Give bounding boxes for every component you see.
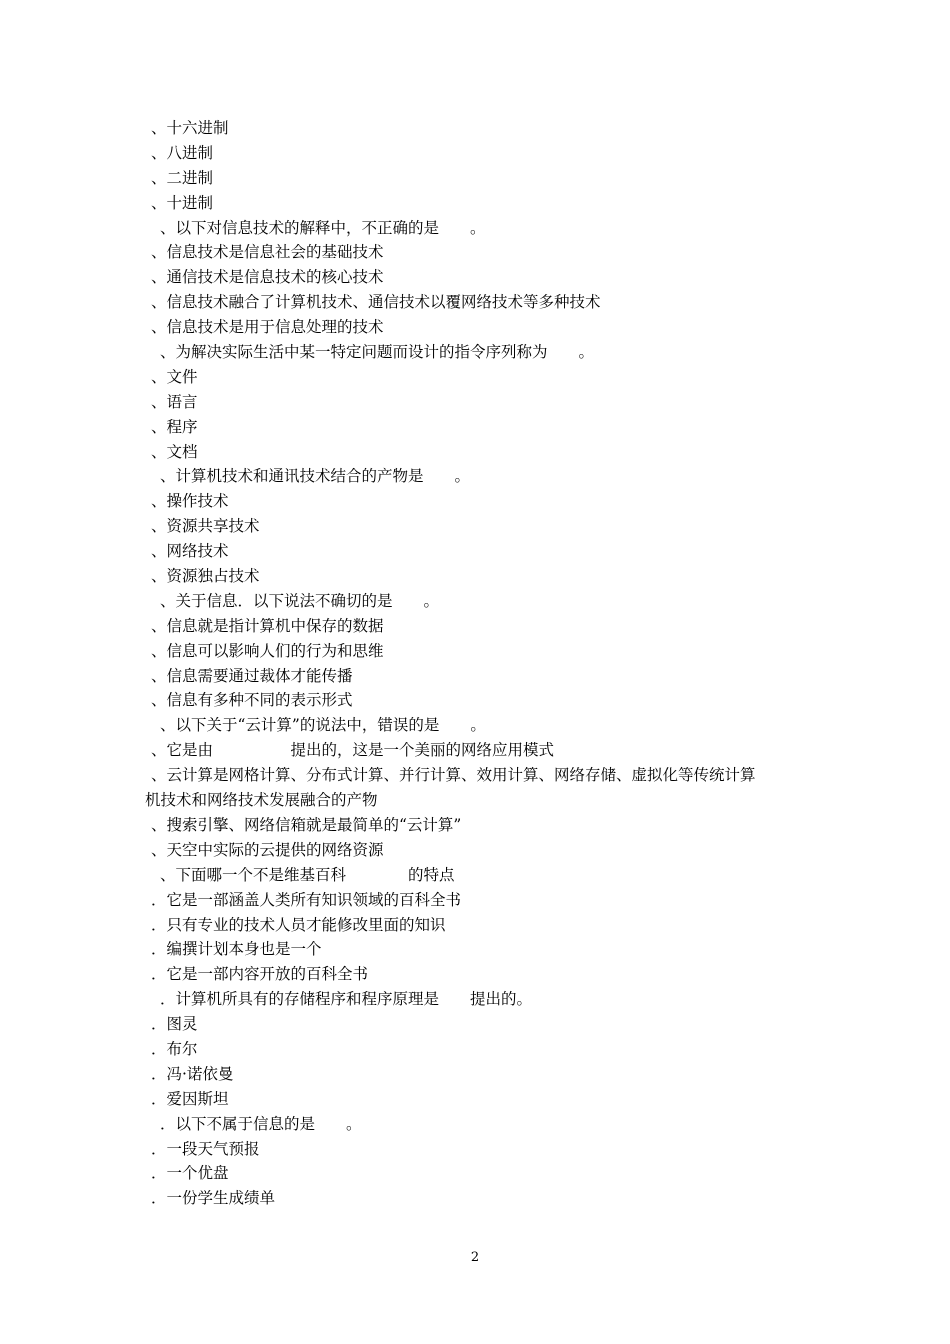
option-line: ．编撰计划本身也是一个 — [151, 940, 322, 959]
option-line: ．一段天气预报 — [151, 1139, 260, 1158]
option-line: ．一份学生成绩单 — [151, 1189, 276, 1208]
option-line: 、信息需要通过裁体才能传播 — [151, 666, 353, 685]
continuation-line: 机技术和网络技术发展融合的产物 — [145, 791, 378, 810]
option-line: 、天空中实际的云提供的网络资源 — [151, 840, 384, 859]
question-line: 、为解决实际生活中某一特定问题而设计的指令序列称为 。 — [160, 343, 595, 362]
option-line: 、语言 — [151, 392, 198, 411]
option-line: 、十进制 — [151, 193, 214, 212]
option-line: 、搜索引擎、网络信箱就是最简单的“云计算” — [151, 815, 462, 834]
option-line: 、资源独占技术 — [151, 567, 260, 586]
option-line: 、网络技术 — [151, 542, 229, 561]
question-line: ．以下不属于信息的是 。 — [160, 1114, 362, 1133]
question-line: 、以下关于“云计算”的说法中，错误的是 。 — [160, 716, 486, 735]
option-line: 、信息有多种不同的表示形式 — [151, 691, 353, 710]
option-line: ．布尔 — [151, 1039, 198, 1058]
option-line: 、云计算是网格计算、分布式计算、并行计算、效用计算、网络存储、虚拟化等传统计算 — [151, 766, 756, 785]
option-line: 、信息技术是信息社会的基础技术 — [151, 243, 384, 262]
option-line: 、信息可以影响人们的行为和思维 — [151, 641, 384, 660]
option-line: ．爱因斯坦 — [151, 1089, 229, 1108]
option-line: 、操作技术 — [151, 492, 229, 511]
question-line: ．计算机所具有的存储程序和程序原理是 提出的。 — [160, 990, 533, 1009]
option-line: 、它是由 提出的，这是一个美丽的网络应用模式 — [151, 741, 555, 760]
question-line: 、计算机技术和通讯技术结合的产物是 。 — [160, 467, 471, 486]
question-line: 、以下对信息技术的解释中，不正确的是 。 — [160, 218, 486, 237]
option-line: 、二进制 — [151, 168, 214, 187]
document-body — [145, 116, 815, 1211]
option-line: ．图灵 — [151, 1015, 198, 1034]
question-line: 、下面哪一个不是维基百科 的特点 — [160, 865, 455, 884]
option-line: 、信息技术是用于信息处理的技术 — [151, 318, 384, 337]
option-line: ．一个优盘 — [151, 1164, 229, 1183]
option-line: 、资源共享技术 — [151, 517, 260, 536]
option-line: 、信息技术融合了计算机技术、通信技术以覆网络技术等多种技术 — [151, 293, 601, 312]
option-line: 、文档 — [151, 442, 198, 461]
option-line: 、通信技术是信息技术的核心技术 — [151, 268, 384, 287]
option-line: ．只有专业的技术人员才能修改里面的知识 — [151, 915, 446, 934]
option-line: ．它是一部涵盖人类所有知识领域的百科全书 — [151, 890, 462, 909]
option-line: ．它是一部内容开放的百科全书 — [151, 965, 369, 984]
question-line: 、关于信息．以下说法不确切的是 。 — [160, 591, 440, 610]
option-line: 、信息就是指计算机中保存的数据 — [151, 616, 384, 635]
option-line: 、程序 — [151, 417, 198, 436]
page-number: 2 — [470, 1250, 480, 1265]
option-line: 、十六进制 — [151, 119, 229, 137]
option-line: 、文件 — [151, 367, 198, 386]
option-line: ．冯·诺依曼 — [151, 1064, 234, 1083]
option-line: 、八进制 — [151, 143, 214, 162]
